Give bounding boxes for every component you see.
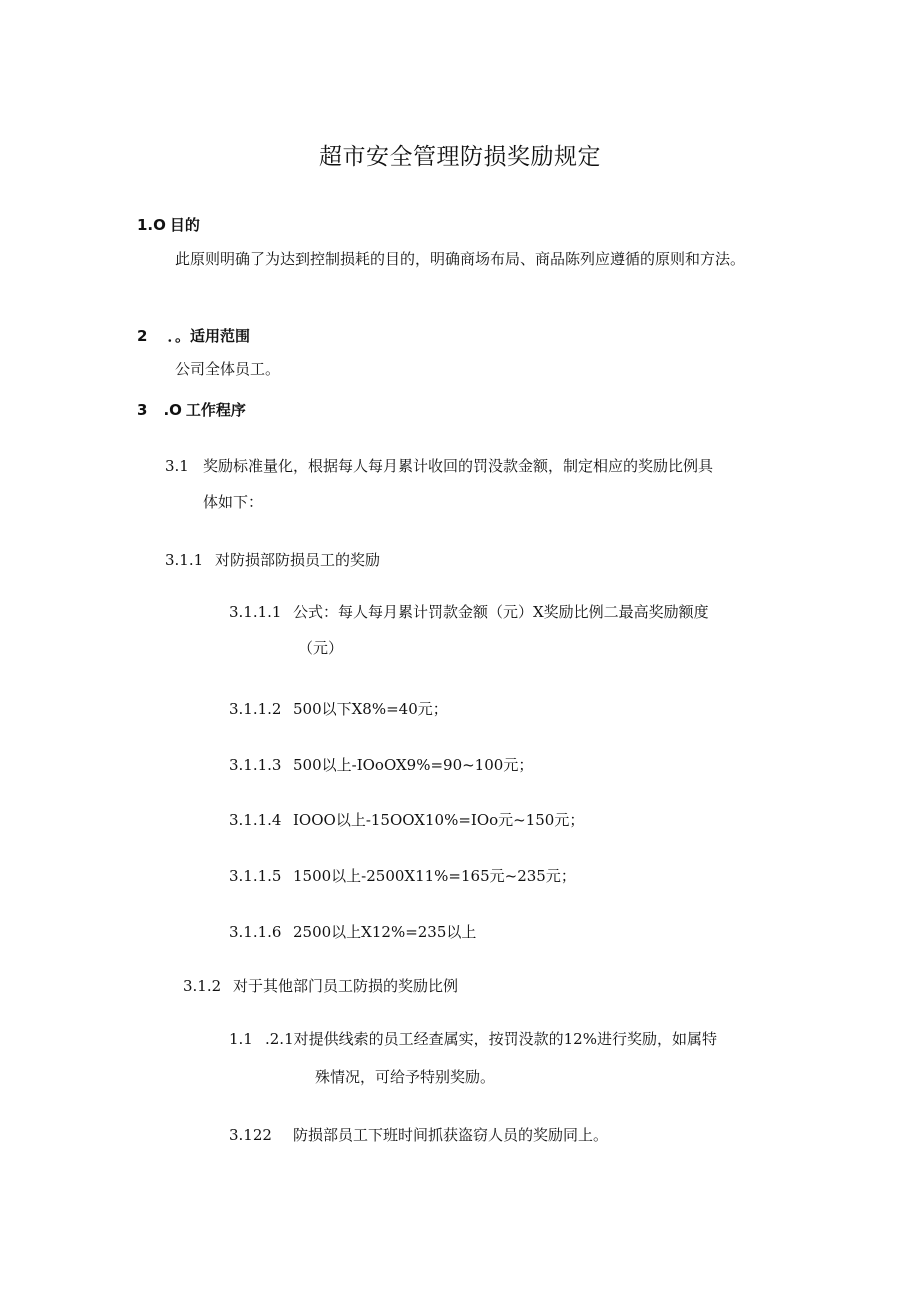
section-number: 1.O	[137, 216, 166, 234]
item-number: 3.1.2	[183, 977, 222, 995]
section-3-heading	[137, 399, 246, 420]
item-3-1-1-1-line2: （元）	[298, 639, 344, 657]
item-number: 3.1.1.4	[229, 811, 282, 829]
section-number: 3	[137, 401, 148, 419]
item-3-1-1-5	[229, 865, 576, 886]
item-text: 防损部员工下班时间抓获盗窃人员的奖励同上。	[293, 1126, 609, 1144]
item-text: 500以上-IOoOX9%=90~100元；	[293, 756, 534, 774]
item-3-1-2-2	[229, 1124, 608, 1145]
item-text: 2500以上X12%=235以上	[293, 923, 477, 941]
item-number: 3.1.1.6	[229, 923, 282, 941]
item-text: 1500以上-2500X11%=165元~235元；	[293, 867, 576, 885]
item-number: 3.1.1.1	[229, 603, 282, 621]
section-title: 适用范围	[189, 327, 250, 345]
item-3-1-2-1-line2: 殊情况，可给予特别奖励。	[315, 1068, 496, 1086]
item-3-1-1-6	[229, 921, 476, 942]
item-text-line1: 公式：每人每月累计罚款金额（元）X奖励比例二最高奖励额度	[293, 603, 709, 621]
item-number: 3.1.1.2	[229, 700, 282, 718]
section-title: 工作程序	[185, 401, 246, 419]
section-prefix: ．。	[167, 327, 190, 345]
item-3-1-2-1	[229, 1028, 717, 1049]
item-text: 500以下X8%=40元；	[293, 700, 448, 718]
section-number: 2	[137, 327, 148, 345]
item-3-1-2	[183, 975, 458, 996]
section-1-body: 此原则明确了为达到控制损耗的目的，明确商场布局、商品陈列应遵循的原则和方法。	[175, 250, 746, 268]
section-2-body: 公司全体员工。	[175, 360, 281, 378]
item-text: 对于其他部门员工防损的奖励比例	[233, 977, 459, 995]
item-number: 3.1	[165, 457, 189, 475]
item-text-line1: 奖励标准量化，根据每人每月累计收回的罚没款金额，制定相应的奖励比例具	[203, 457, 714, 475]
item-number: 3.1.1	[165, 551, 204, 569]
item-3-1-1-3	[229, 754, 533, 775]
item-number: 1.1	[229, 1030, 253, 1048]
item-3-1	[165, 455, 713, 476]
item-text-line1: 对提供线索的员工经查属实，按罚没款的12%进行奖励，如属特	[293, 1030, 717, 1048]
section-title: 目的	[169, 216, 200, 234]
item-3-1-1-2	[229, 698, 448, 719]
item-3-1-1-1	[229, 601, 709, 622]
item-number: 3.1.1.5	[229, 867, 282, 885]
section-1-heading	[137, 214, 200, 235]
item-subnumber: .2.1	[265, 1030, 294, 1048]
item-number: 3.122	[229, 1126, 272, 1144]
item-number: 3.1.1.3	[229, 756, 282, 774]
document-title: 超市安全管理防损奖励规定	[319, 144, 601, 170]
item-text: 对防损部防损员工的奖励	[215, 551, 381, 569]
section-prefix: .O	[163, 401, 182, 419]
item-text: IOOO以上-15OOX10%=IOo元~150元；	[293, 811, 585, 829]
item-3-1-line2: 体如下：	[203, 493, 264, 511]
section-2-heading	[137, 325, 250, 346]
item-3-1-1	[165, 549, 380, 570]
item-3-1-1-4	[229, 809, 584, 830]
